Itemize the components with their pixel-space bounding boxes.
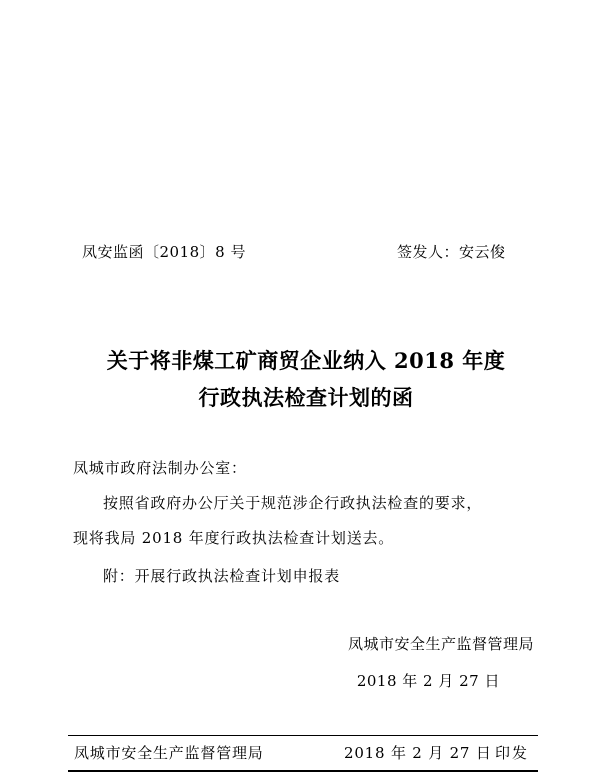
issue-date: 2018 年 2 月 27 日	[356, 672, 500, 690]
document-title-line-2: 行政执法检查计划的函	[198, 385, 414, 410]
signer: 签发人：安云俊	[397, 243, 506, 261]
footer-top-rule	[68, 735, 538, 736]
issuer-name: 凤城市安全生产监督管理局	[347, 635, 534, 653]
footer-issuer: 凤城市安全生产监督管理局	[74, 744, 264, 762]
document-title-line-1: 关于将非煤工矿商贸企业纳入 2018 年度	[106, 348, 506, 373]
footer-bottom-rule	[68, 770, 538, 772]
body-paragraph-1: 按照省政府办公厅关于规范涉企行政执法检查的要求，	[103, 494, 483, 512]
body-paragraph-2: 现将我局 2018 年度行政执法检查计划送去。	[73, 529, 395, 547]
footer-print-label: 印发	[495, 744, 530, 762]
footer-date: 2018 年 2 月 27 日	[344, 744, 492, 762]
document-number: 凤安监函〔2018〕8 号	[82, 243, 246, 261]
salutation: 凤城市政府法制办公室：	[73, 459, 247, 477]
attachment-note: 附：开展行政执法检查计划申报表	[103, 567, 341, 585]
